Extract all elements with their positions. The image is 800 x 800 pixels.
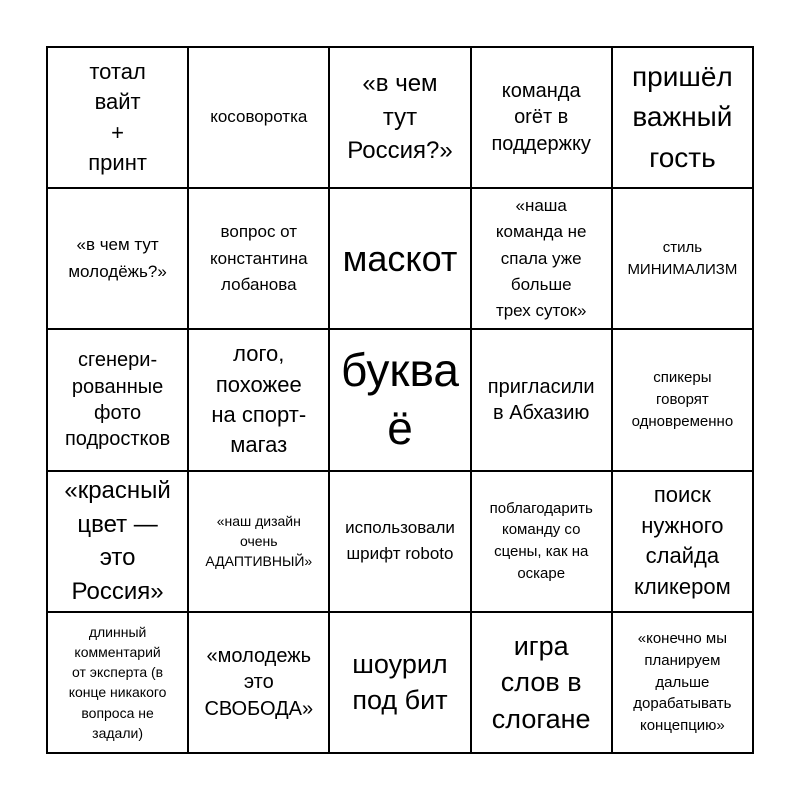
bingo-cell-r5c3[interactable]: шоурил под бит <box>330 613 471 754</box>
bingo-cell-r1c4[interactable]: команда orёт в поддержку <box>472 48 613 189</box>
bingo-cell-r4c1[interactable]: «красный цвет — это Россия» <box>48 472 189 613</box>
bingo-cell-r1c3[interactable]: «в чем тут Россия?» <box>330 48 471 189</box>
bingo-cell-r5c4[interactable]: игра слов в слогане <box>472 613 613 754</box>
bingo-cell-r3c5[interactable]: спикеры говорят одновременно <box>613 330 754 471</box>
bingo-cell-r2c5[interactable]: стиль МИНИМАЛИЗМ <box>613 189 754 330</box>
bingo-board <box>46 46 754 754</box>
bingo-cell-r4c3[interactable]: использовали шрифт roboto <box>330 472 471 613</box>
bingo-cell-r5c2[interactable]: «молодежь это СВОБОДА» <box>189 613 330 754</box>
bingo-cell-r3c2[interactable]: лого, похожее на спорт- магаз <box>189 330 330 471</box>
bingo-cell-r4c4[interactable]: поблагодарить команду со сцены, как на оскаре <box>472 472 613 613</box>
bingo-cell-r5c1[interactable]: длинный комментарий от эксперта (в конце никакого вопроса не задали) <box>48 613 189 754</box>
bingo-cell-r4c2[interactable]: «наш дизайн очень АДАПТИВНЫЙ» <box>189 472 330 613</box>
bingo-cell-r2c4[interactable]: «наша команда не спала уже больше трех суток» <box>472 189 613 330</box>
bingo-cell-r3c4[interactable]: пригласили в Абхазию <box>472 330 613 471</box>
bingo-cell-r4c5[interactable]: поиск нужного слайда кликером <box>613 472 754 613</box>
bingo-cell-r5c5[interactable]: «конечно мы планируем дальше дорабатывать концепцию» <box>613 613 754 754</box>
bingo-cell-r3c3[interactable]: буква ё <box>330 330 471 471</box>
bingo-cell-r2c1[interactable]: «в чем тут молодёжь?» <box>48 189 189 330</box>
bingo-cell-r1c1[interactable]: тотал вайт + принт <box>48 48 189 189</box>
bingo-cell-r1c5[interactable]: пришёл важный гость <box>613 48 754 189</box>
bingo-cell-r2c3[interactable]: маскот <box>330 189 471 330</box>
bingo-cell-r1c2[interactable]: косоворотка <box>189 48 330 189</box>
bingo-cell-r2c2[interactable]: вопрос от константина лобанова <box>189 189 330 330</box>
bingo-cell-r3c1[interactable]: сгенери- рованные фото подростков <box>48 330 189 471</box>
